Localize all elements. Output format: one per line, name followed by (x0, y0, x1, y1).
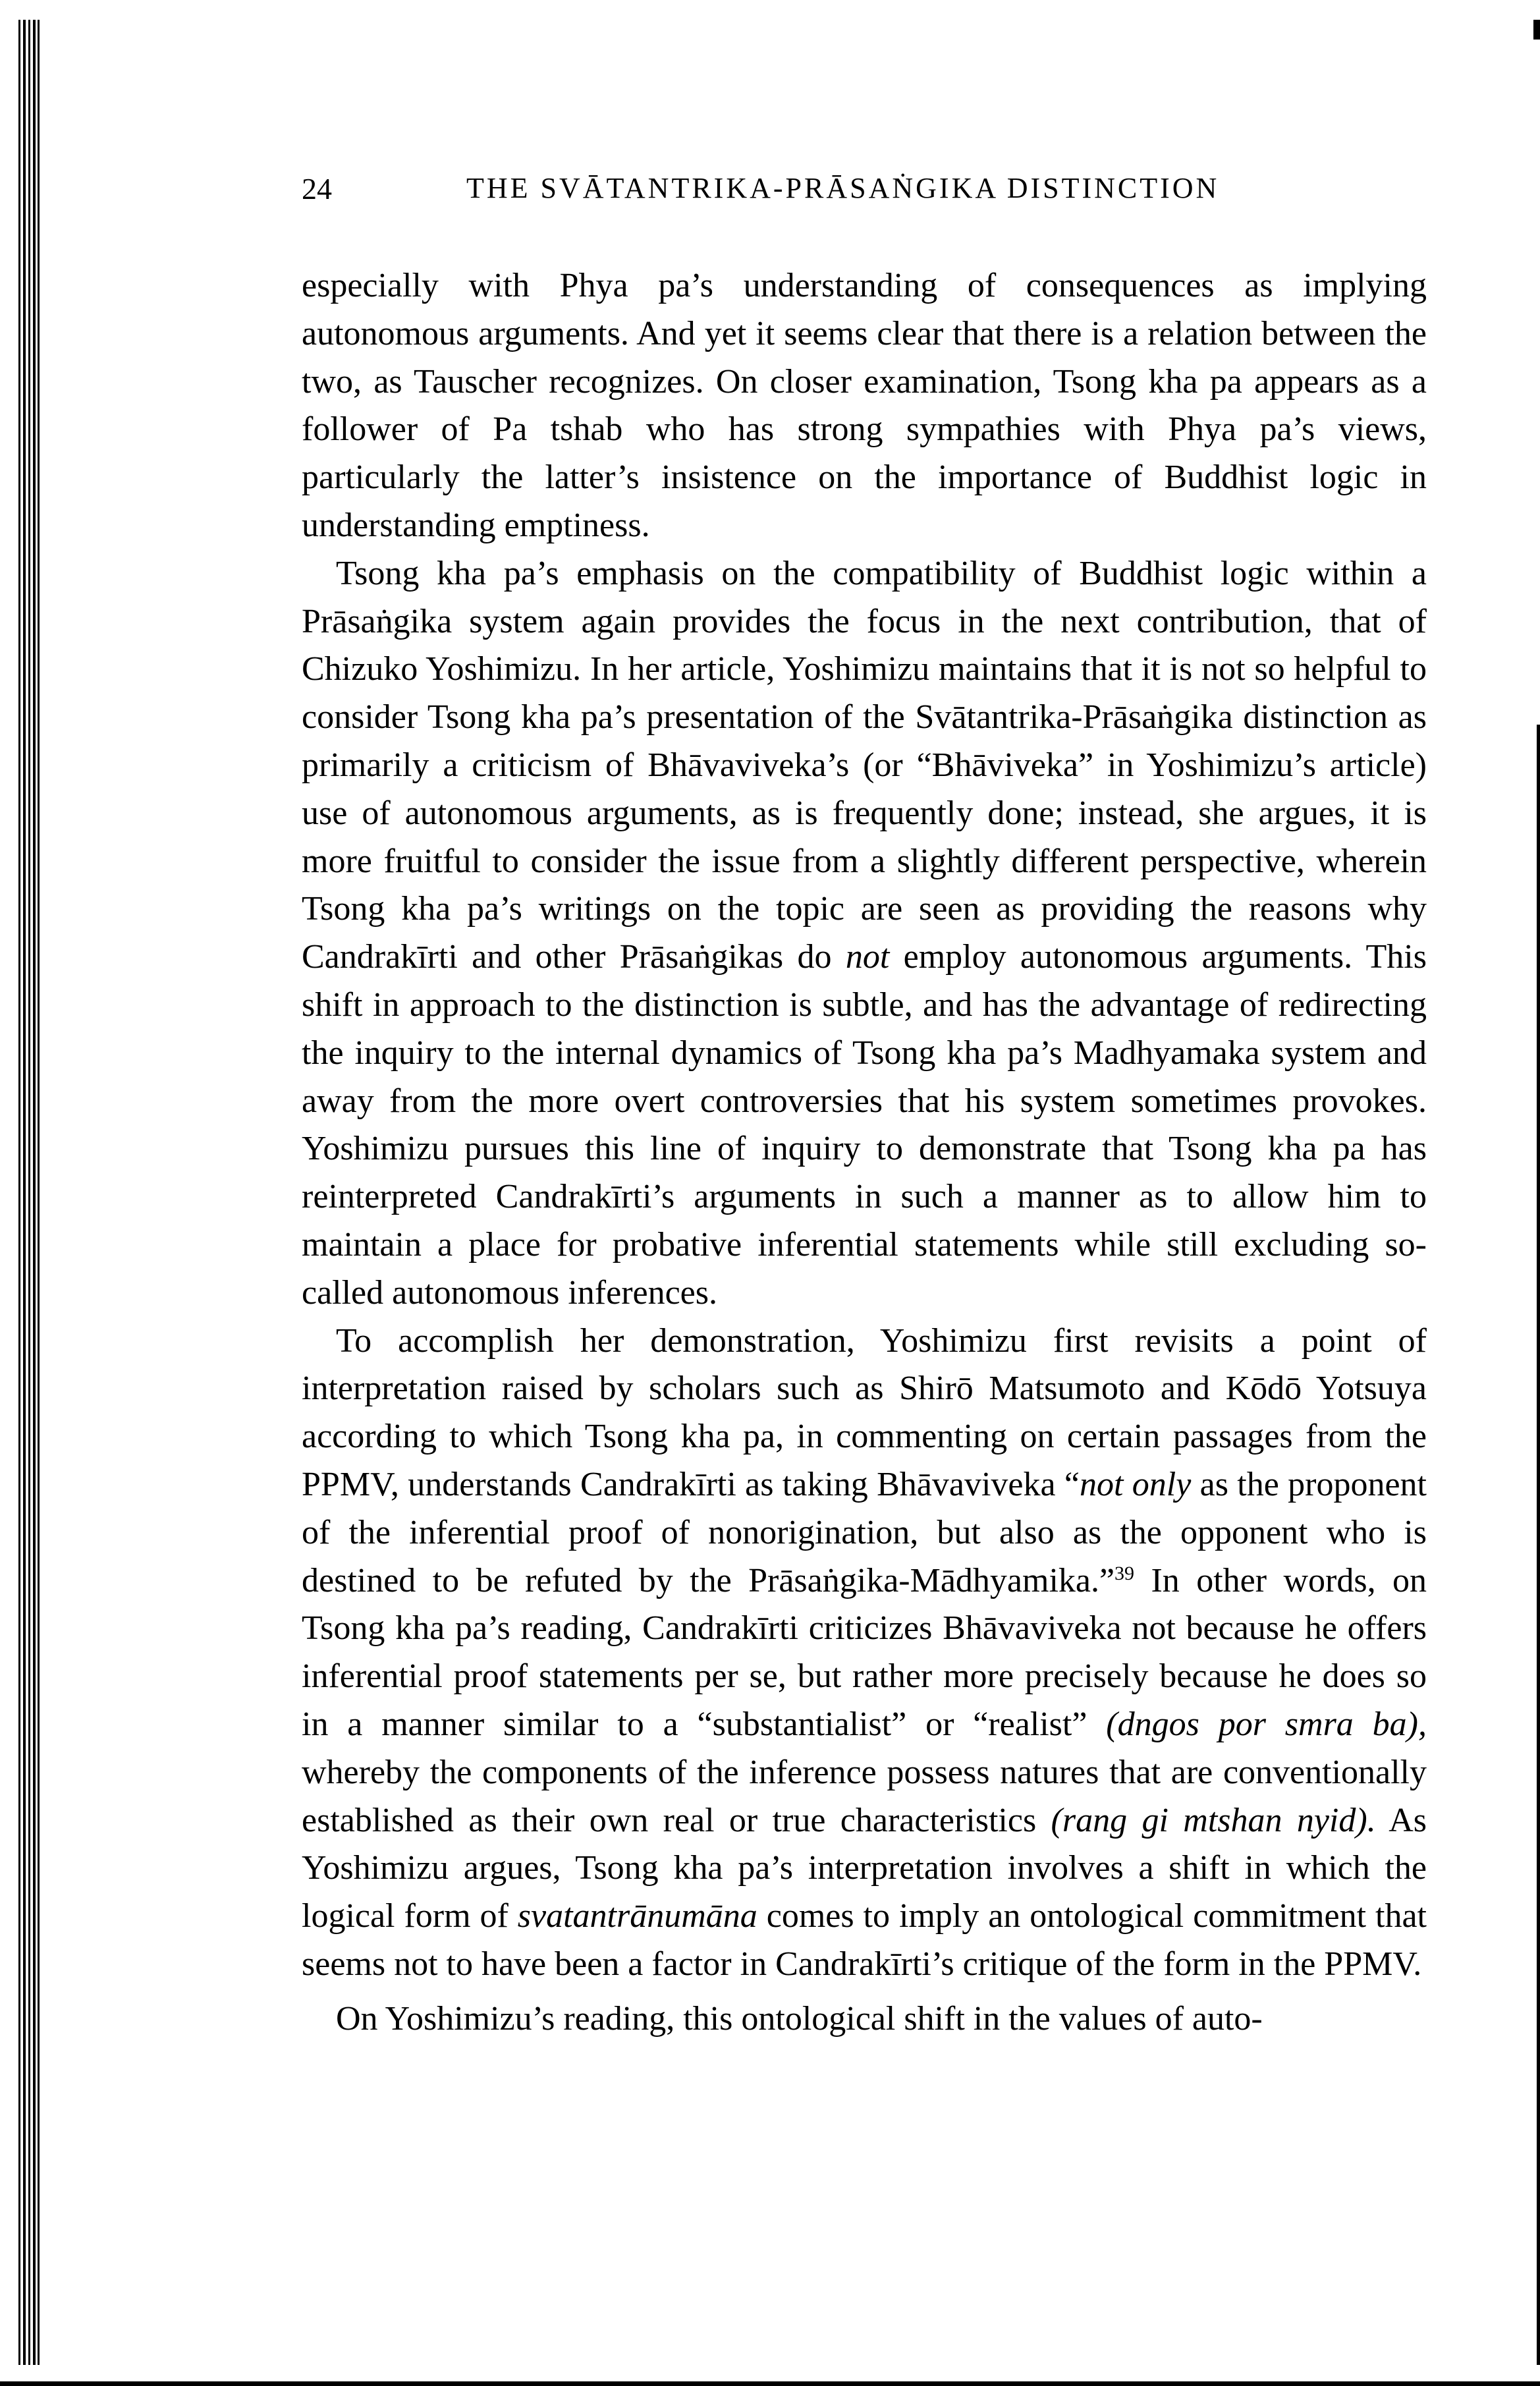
italic-term: (dngos por smra ba), (1106, 1705, 1427, 1743)
scan-binding-edge (17, 20, 41, 2365)
text-run: as the proponent of the inferential proof of nonorigination, but also as the opponent who is destined to be refuted by the Prāsaṅgika-Mādhyamika.” (302, 1465, 1427, 1599)
text-run: To accomplish her demonstration, Yoshimizu first revisits a point of interpretation raised by scholars such as Shirō Matsumoto and Kōdō Yotsuya according to which Tsong kha pa, in commenting on certain passages from the PPMV, understands Candrakīrti as taking Bhāvaviveka “ (302, 1321, 1427, 1503)
text-run: especially with Phya pa’s understanding of consequences as implying autonomous arguments. And yet it seems clear that there is a relation between the two, as Tauscher recognizes. On closer examination, Tsong kha pa appears as a follower of Pa tshab who has strong sympathies with Phya pa’s views, particularly the latter’s insistence on the importance of Buddhist logic in understanding emptiness. (302, 267, 1427, 544)
text-run: As Yoshimizu argues, Tsong kha pa’s interpretation involves a shift in which the logical form of (302, 1801, 1427, 1935)
italic-term: not only (1079, 1465, 1192, 1503)
footnote-ref: 39 (1114, 1562, 1135, 1584)
italic-term: not (845, 938, 890, 976)
scan-corner-mark (1533, 20, 1540, 40)
text-run: comes to imply an ontological commitment that seems not to have been a factor in Candrakīrti’s critique of the form in the PPMV. (302, 1897, 1427, 1983)
text-run: Tsong kha pa’s emphasis on the compatibility of Buddhist logic within a Prāsaṅgika system again provides the focus in the next contribution, that of Chizuko Yoshimizu. In her article, Yoshimizu maintains that it is not so helpful to consider Tsong kha pa’s presentation of the Svātantrika-Prāsaṅgika distinction as primarily a criticism of Bhāvaviveka’s (or “Bhāviveka” in Yoshimizu’s article) use of autonomous arguments, as is frequently done; instead, she argues, it is more fruitful to consider the issue from a slightly different perspective, wherein Tsong kha pa’s writings on the topic are seen as providing the reasons why Candrakīrti and other Prāsaṅgikas do (302, 554, 1427, 976)
italic-term: (rang gi mtshan nyid). (1051, 1801, 1376, 1839)
paragraph (302, 262, 1427, 550)
scan-right-edge (1537, 725, 1540, 2365)
paragraph (302, 1318, 1427, 1989)
text-run: whereby the components of the inference possess natures that are conventionally established as their own real or true characteristics (302, 1753, 1427, 1839)
paragraph (302, 550, 1427, 1318)
text-run: employ autonomous arguments. This shift in approach to the distinction is subtle, and has the advantage of redirecting the inquiry to the internal dynamics of Tsong kha pa’s Madhyamaka system and away from the more overt controversies that his system sometimes provokes. Yoshimizu pursues this line of inquiry to demonstrate that Tsong kha pa has reinterpreted Candrakīrti’s arguments in such a manner as to allow him to maintain a place for probative inferential statements while still excluding so-called autonomous inferences. (302, 938, 1427, 1312)
text-run: On Yoshimizu’s reading, this ontological shift in the values of auto- (336, 1999, 1263, 2038)
running-head (302, 165, 1427, 211)
body-text (302, 262, 1427, 2043)
book-page (302, 165, 1427, 2043)
italic-term: svatantrānumāna (517, 1897, 757, 1935)
scan-bottom-edge (0, 2381, 1540, 2386)
running-head-title: THE SVĀTANTRIKA-PRĀSAṄGIKA DISTINCTION (466, 172, 1220, 204)
text-run: In other words, on Tsong kha pa’s reading, Candrakīrti criticizes Bhāvaviveka not because he offers inferential proof statements per se, but rather more precisely because he does so in a manner similar to a “substantialist” or “realist” (302, 1561, 1427, 1743)
page-number: 24 (302, 172, 332, 206)
paragraph (302, 1995, 1427, 2043)
